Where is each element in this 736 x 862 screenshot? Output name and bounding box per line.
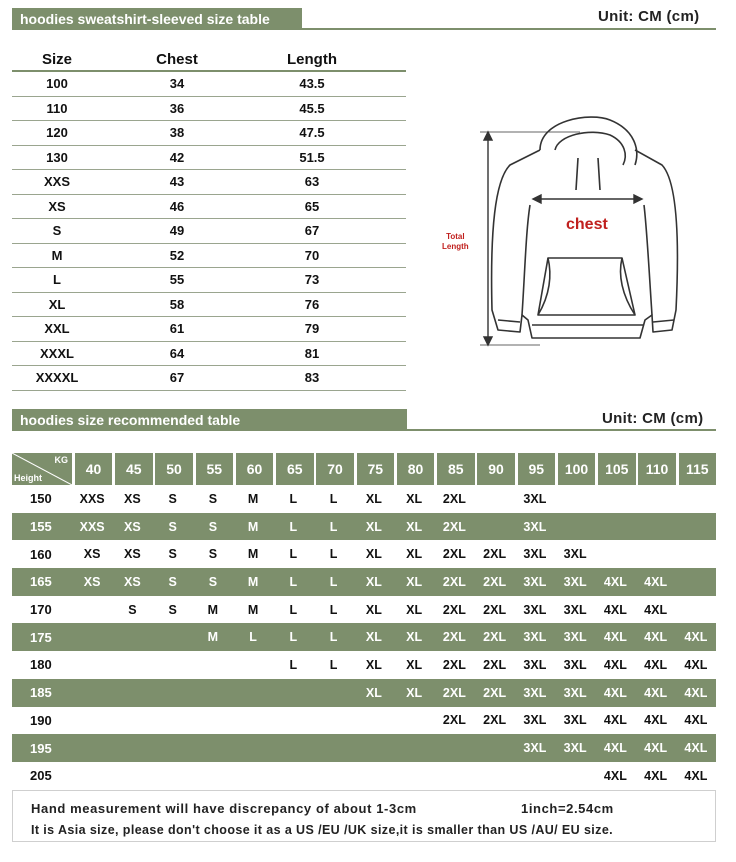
size-recommendation-cell: 4XL <box>684 657 708 672</box>
note-inch-conversion: 1inch=2.54cm <box>521 801 614 816</box>
size-table-row <box>12 218 406 243</box>
size-recommendation-cell: XXS <box>79 519 105 534</box>
size-recommendation-cell: 3XL <box>563 547 587 562</box>
rec-table-row <box>12 540 716 568</box>
size-recommendation-cell: XL <box>365 547 382 562</box>
size-table-unit: Unit: CM (cm) <box>598 8 700 25</box>
size-recommendation-cell: XS <box>124 491 141 506</box>
size-table-row <box>12 120 406 145</box>
size-recommendation-cell: XS <box>124 519 141 534</box>
size-recommendation-cell: 3XL <box>523 574 547 589</box>
rec-table-row <box>12 734 716 762</box>
size-cell: XL <box>48 296 66 312</box>
hoodie-diagram <box>440 110 690 355</box>
size-table-row <box>12 292 406 317</box>
size-recommendation-cell: S <box>208 574 218 589</box>
size-recommendation-cell: XS <box>83 574 101 589</box>
weight-header-cell: 40 <box>75 453 113 485</box>
size-recommendation-cell: 2XL <box>442 630 466 645</box>
size-recommendation-cell: L <box>329 491 338 506</box>
size-cell: 110 <box>46 100 68 116</box>
total-length-label <box>442 232 469 252</box>
chest-cell: 61 <box>169 321 185 337</box>
chest-cell: 49 <box>169 223 185 239</box>
size-recommendation-cell: 4XL <box>644 657 668 672</box>
recommended-size-table <box>12 453 716 790</box>
size-recommendation-cell: 3XL <box>563 685 587 700</box>
size-recommendation-cell: S <box>168 491 177 506</box>
size-recommendation-cell: 4XL <box>644 574 668 589</box>
size-recommendation-cell: XXS <box>79 491 105 506</box>
height-cell: 180 <box>30 657 52 673</box>
size-table <box>12 48 406 391</box>
total-length-label-line2: Length <box>442 242 469 251</box>
rec-table-row <box>12 707 716 735</box>
size-recommendation-cell: XL <box>406 685 423 700</box>
size-recommendation-cell: XL <box>406 574 423 589</box>
size-recommendation-cell: XL <box>365 574 382 589</box>
size-recommendation-cell: XL <box>406 519 423 534</box>
size-recommendation-cell: 4XL <box>603 768 627 783</box>
size-recommendation-cell: 3XL <box>563 657 587 672</box>
length-cell: 70 <box>304 247 320 263</box>
length-cell: 81 <box>304 345 320 361</box>
height-cell: 170 <box>30 602 52 618</box>
rec-table-body <box>12 485 716 790</box>
weight-header-cell: 90 <box>477 453 515 485</box>
size-recommendation-cell: S <box>168 547 177 562</box>
measurement-note <box>12 790 716 842</box>
size-recommendation-cell: L <box>249 630 257 645</box>
rec-table-row <box>12 651 716 679</box>
weight-header-cell: 105 <box>598 453 636 485</box>
size-recommendation-cell: XL <box>365 602 382 617</box>
size-recommendation-cell: S <box>168 519 177 534</box>
size-recommendation-cell: M <box>247 547 259 562</box>
rec-table-row <box>12 513 716 541</box>
chest-cell: 67 <box>169 370 185 386</box>
size-recommendation-cell: 4XL <box>603 713 627 728</box>
size-recommendation-cell: 4XL <box>603 602 627 617</box>
size-table-row <box>12 316 406 341</box>
height-cell: 150 <box>30 491 52 507</box>
length-cell: 76 <box>304 296 320 312</box>
size-recommendation-cell: XS <box>124 547 141 562</box>
kg-label: KG <box>54 455 68 465</box>
length-cell: 73 <box>304 272 320 288</box>
height-cell: 185 <box>30 685 52 701</box>
size-recommendation-cell: S <box>168 602 177 617</box>
chest-header: Chest <box>156 50 198 68</box>
size-recommendation-cell: M <box>207 630 219 645</box>
size-cell: XS <box>48 198 66 214</box>
chest-cell: 52 <box>169 247 185 263</box>
size-table-body <box>12 70 406 390</box>
rec-table-row <box>12 485 716 513</box>
size-recommendation-cell: 4XL <box>684 741 708 756</box>
size-recommendation-cell: L <box>289 519 298 534</box>
weight-header-cell: 100 <box>558 453 596 485</box>
size-recommendation-cell: 2XL <box>442 491 466 506</box>
size-table-row <box>12 194 406 219</box>
size-recommendation-cell: XL <box>365 491 382 506</box>
size-recommendation-cell: XL <box>406 657 423 672</box>
chest-cell: 55 <box>169 272 185 288</box>
size-recommendation-cell: 3XL <box>523 657 547 672</box>
size-recommendation-cell: 4XL <box>644 630 668 645</box>
weight-header-cell: 115 <box>679 453 717 485</box>
size-cell: L <box>53 272 61 288</box>
size-recommendation-cell: 2XL <box>483 713 507 728</box>
size-recommendation-cell: 2XL <box>483 657 507 672</box>
size-recommendation-cell: 4XL <box>603 657 627 672</box>
rec-table-title: hoodies size recommended table <box>12 409 407 431</box>
weight-header-cell: 45 <box>115 453 153 485</box>
length-cell: 43.5 <box>299 76 325 92</box>
size-table-title: hoodies sweatshirt-sleeved size table <box>12 8 302 30</box>
size-recommendation-cell: M <box>247 602 259 617</box>
size-recommendation-cell: 4XL <box>603 574 627 589</box>
size-recommendation-cell: 3XL <box>563 630 587 645</box>
size-recommendation-cell: 2XL <box>442 713 466 728</box>
weight-header-cell: 95 <box>518 453 556 485</box>
height-cell: 155 <box>30 519 52 535</box>
size-recommendation-cell: 3XL <box>563 574 587 589</box>
size-recommendation-cell: XS <box>124 574 141 589</box>
size-recommendation-cell: L <box>289 630 298 645</box>
rec-table-row <box>12 568 716 596</box>
size-recommendation-cell: 3XL <box>523 713 547 728</box>
height-cell: 160 <box>30 546 52 562</box>
size-cell: S <box>52 223 62 239</box>
size-recommendation-cell: 2XL <box>483 547 507 562</box>
rec-table-unit: Unit: CM (cm) <box>602 410 704 427</box>
size-recommendation-cell: 2XL <box>483 602 507 617</box>
size-recommendation-cell: L <box>289 602 298 617</box>
size-recommendation-cell: 4XL <box>644 685 668 700</box>
size-recommendation-cell: L <box>329 519 338 534</box>
size-recommendation-cell: XL <box>406 491 423 506</box>
size-recommendation-cell: 4XL <box>603 630 627 645</box>
size-recommendation-cell: L <box>329 547 338 562</box>
size-table-row <box>12 70 406 96</box>
size-recommendation-cell: 2XL <box>483 630 507 645</box>
size-cell: 130 <box>46 149 68 165</box>
size-recommendation-cell: 2XL <box>442 519 466 534</box>
size-recommendation-cell: M <box>247 491 259 506</box>
size-recommendation-cell: 3XL <box>523 547 547 562</box>
size-recommendation-cell: 4XL <box>644 602 668 617</box>
size-header: Size <box>41 50 72 68</box>
size-recommendation-cell: 3XL <box>563 713 587 728</box>
note-discrepancy: Hand measurement will have discrepancy of about 1-3cm <box>31 801 417 816</box>
size-table-row <box>12 169 406 194</box>
rec-table-row <box>12 762 716 790</box>
chest-cell: 42 <box>169 149 185 165</box>
size-recommendation-cell: 4XL <box>684 768 708 783</box>
size-recommendation-cell: 3XL <box>563 741 587 756</box>
size-recommendation-cell: XL <box>406 602 423 617</box>
size-recommendation-cell: L <box>289 657 298 672</box>
size-recommendation-cell: L <box>289 574 298 589</box>
rec-table-header-rule <box>405 429 716 431</box>
size-recommendation-cell: S <box>208 491 218 506</box>
size-recommendation-cell: L <box>329 574 338 589</box>
size-recommendation-cell: 3XL <box>523 519 547 534</box>
size-table-row <box>12 341 406 366</box>
size-cell: XXXXL <box>35 370 79 386</box>
size-cell: 100 <box>46 76 68 92</box>
size-recommendation-cell: XL <box>365 657 382 672</box>
height-cell: 195 <box>30 740 52 756</box>
size-recommendation-cell: 2XL <box>442 602 466 617</box>
size-recommendation-cell: 2XL <box>442 685 466 700</box>
chest-cell: 34 <box>169 76 185 92</box>
weight-header-cell: 80 <box>397 453 435 485</box>
size-cell: 120 <box>46 125 68 141</box>
size-recommendation-cell: XS <box>83 547 101 562</box>
size-cell: M <box>51 247 63 263</box>
size-recommendation-cell: XL <box>406 547 423 562</box>
chest-cell: 36 <box>169 100 185 116</box>
size-recommendation-cell: M <box>247 519 259 534</box>
size-recommendation-cell: XL <box>365 519 382 534</box>
chest-cell: 64 <box>169 345 185 361</box>
size-recommendation-cell: 3XL <box>523 685 547 700</box>
size-recommendation-cell: S <box>208 519 218 534</box>
length-header: Length <box>287 50 337 68</box>
chest-cell: 58 <box>169 296 185 312</box>
size-recommendation-cell: 2XL <box>442 657 466 672</box>
size-recommendation-cell: 4XL <box>603 741 627 756</box>
size-recommendation-cell: 3XL <box>563 602 587 617</box>
kg-height-corner <box>12 453 72 485</box>
chest-cell: 46 <box>169 198 185 214</box>
total-length-label-line1: Total <box>446 232 465 241</box>
height-cell: 205 <box>30 768 52 784</box>
length-cell: 51.5 <box>299 149 325 165</box>
size-recommendation-cell: 2XL <box>442 547 466 562</box>
size-recommendation-cell: XL <box>365 630 382 645</box>
size-recommendation-cell: 4XL <box>644 741 668 756</box>
size-table-row <box>12 96 406 121</box>
weight-header-cell: 70 <box>316 453 354 485</box>
size-recommendation-cell: 4XL <box>684 713 708 728</box>
size-cell: XXL <box>44 321 70 337</box>
size-cell: XXXL <box>40 345 74 361</box>
size-recommendation-cell: 3XL <box>523 491 547 506</box>
weight-header-cell: 85 <box>437 453 475 485</box>
size-table-row <box>12 365 406 390</box>
size-recommendation-cell: 4XL <box>684 685 708 700</box>
length-cell: 67 <box>304 223 320 239</box>
size-recommendation-cell: 4XL <box>644 768 668 783</box>
size-recommendation-cell: 2XL <box>483 574 507 589</box>
size-recommendation-cell: XL <box>365 685 382 700</box>
chest-label: chest <box>566 216 608 233</box>
size-recommendation-cell: 4XL <box>684 630 708 645</box>
weight-header-cell: 110 <box>638 453 676 485</box>
size-recommendation-cell: 4XL <box>603 685 627 700</box>
chest-cell: 38 <box>169 125 185 141</box>
size-table-header-rule <box>300 28 716 30</box>
length-cell: 47.5 <box>299 125 325 141</box>
size-recommendation-cell: L <box>329 602 338 617</box>
height-cell: 165 <box>30 574 52 590</box>
hoodie-illustration <box>440 110 690 355</box>
length-cell: 63 <box>304 174 320 190</box>
size-table-row <box>12 145 406 170</box>
size-recommendation-cell: S <box>168 574 177 589</box>
size-recommendation-cell: 2XL <box>483 685 507 700</box>
size-recommendation-cell: M <box>247 574 259 589</box>
rec-table-row <box>12 679 716 707</box>
size-recommendation-cell: S <box>128 602 137 617</box>
length-cell: 45.5 <box>299 100 325 116</box>
size-table-row <box>12 243 406 268</box>
size-recommendation-cell: L <box>329 657 338 672</box>
note-asia-size: It is Asia size, please don't choose it as a US /EU /UK size,it is smaller than US /AU/ EU size. <box>31 823 614 837</box>
size-recommendation-cell: L <box>329 630 338 645</box>
size-recommendation-cell: L <box>289 547 298 562</box>
length-cell: 83 <box>304 370 320 386</box>
size-recommendation-cell: M <box>207 602 219 617</box>
size-recommendation-cell: 3XL <box>523 741 547 756</box>
weight-header-cell: 55 <box>196 453 234 485</box>
size-cell: XXS <box>43 174 70 190</box>
height-cell: 175 <box>30 629 52 645</box>
size-recommendation-cell: L <box>289 491 298 506</box>
weight-header-cell: 50 <box>155 453 193 485</box>
rec-table-row <box>12 623 716 651</box>
size-table-header <box>12 48 406 70</box>
size-recommendation-cell: 4XL <box>644 713 668 728</box>
size-table-row <box>12 267 406 292</box>
weight-header-cell: 75 <box>357 453 395 485</box>
size-recommendation-cell: S <box>208 547 218 562</box>
size-recommendation-cell: 2XL <box>442 574 466 589</box>
height-label: Height <box>14 473 42 483</box>
size-recommendation-cell: 3XL <box>523 602 547 617</box>
height-cell: 190 <box>30 712 52 728</box>
size-recommendation-cell: 3XL <box>523 630 547 645</box>
length-cell: 79 <box>304 321 320 337</box>
size-table-bottom-rule <box>12 390 406 391</box>
rec-table-row <box>12 596 716 624</box>
chest-cell: 43 <box>169 174 185 190</box>
size-recommendation-cell: XL <box>406 630 423 645</box>
length-cell: 65 <box>304 198 320 214</box>
weight-header-cell: 65 <box>276 453 314 485</box>
rec-table-header <box>12 453 716 485</box>
weight-header-cell: 60 <box>236 453 274 485</box>
